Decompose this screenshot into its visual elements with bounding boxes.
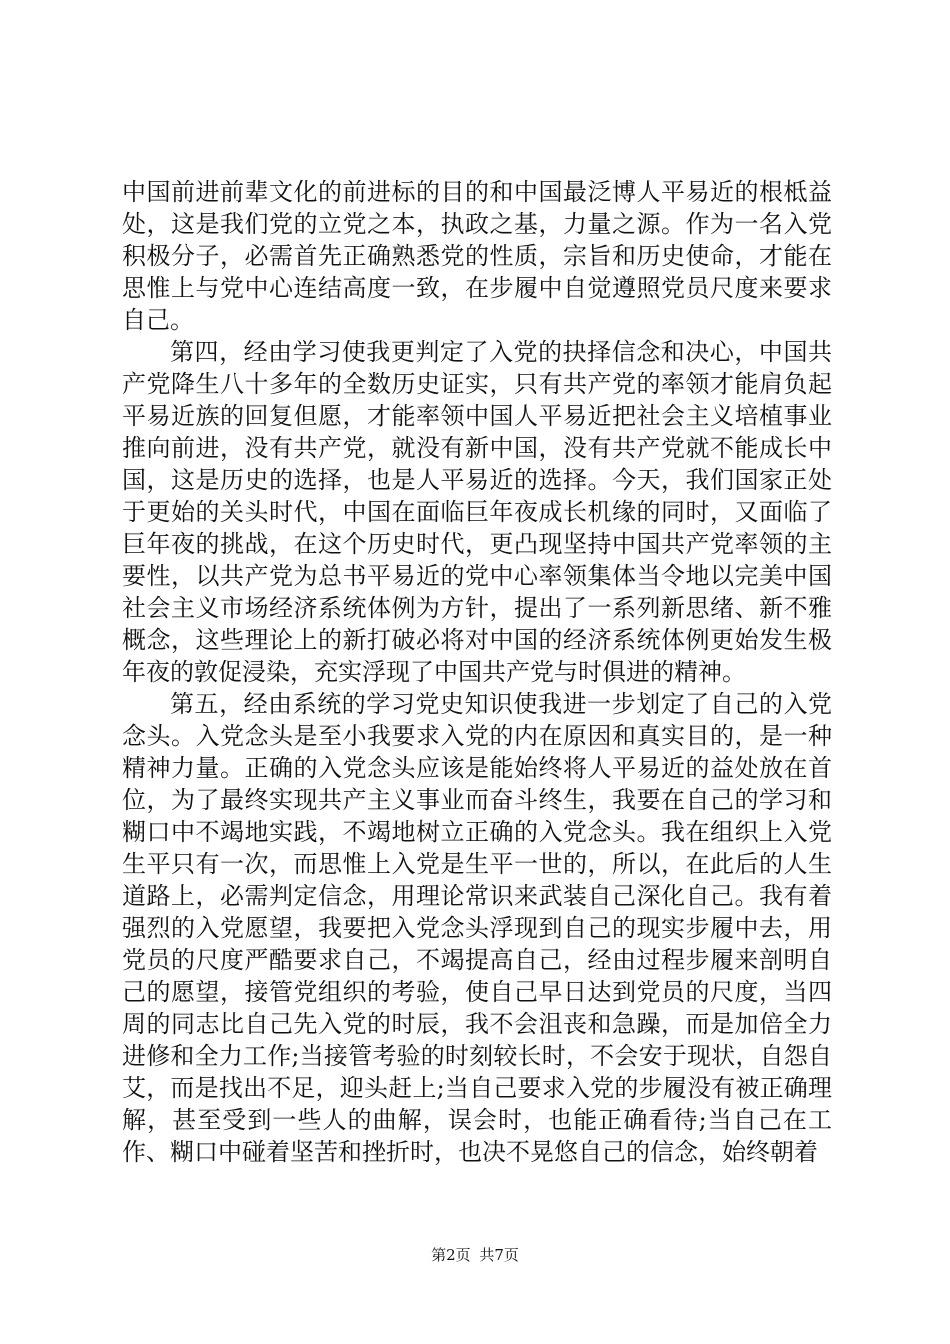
paragraph-1: 中国前进前辈文化的前进标的目的和中国最泛博人平易近的根柢益处，这是我们党的立党之本，执政之基，力量之源。作为一名入党积极分子，必需首先正确熟悉党的性质，宗旨和历史使命，才能在思惟上与党中心连结高度一致，在步履中自觉遵照党员尺度来要求自己。: [122, 178, 832, 334]
paragraph-3: 第五，经由系统的学习党史知识使我进一步划定了自己的入党念头。入党念头是至小我要求入党的内在原因和真实目的，是一种精神力量。正确的入党念头应该是能始终将人平易近的益处放在首位，为了最终实现共产主义事业而奋斗终生，我要在自己的学习和糊口中不竭地实践，不竭地树立正确的入党念头。我在组织上入党生平只有一次，而思惟上入党是生平一世的，所以，在此后的人生道路上，必需判定信念，用理论常识来武装自己深化自己。我有着强烈的入党愿望，我要把入党念头浮现到自己的现实步履中去，用党员的尺度严酷要求自己，不竭提高自己，经由过程步履来剖明自己的愿望，接管党组织的考验，使自己早日达到党员的尺度，当四周的同志比自己先入党的时辰，我不会沮丧和急躁，而是加倍全力进修和全力工作;当接管考验的时刻较长时，不会安于现状，自怨自艾，而是找出不足，迎头赶上;当自己要求入党的步履没有被正确理解，甚至受到一些人的曲解，误会时，也能正确看待;当自己在工作、糊口中碰着坚苦和挫折时，也决不晃悠自己的信念，始终朝着: [122, 690, 832, 1166]
document-body: [122, 176, 832, 1168]
paragraph-2: 第四，经由学习使我更判定了入党的抉择信念和决心，中国共产党降生八十多年的全数历史证实，只有共产党的率领才能肩负起平易近族的回复但愿，才能率领中国人平易近把社会主义培植事业推向前进，没有共产党，就没有新中国，没有共产党就不能成长中国，这是历史的选择，也是人平易近的选择。今天，我们国家正处于更始的关头时代，中国在面临巨年夜成长机缘的同时，又面临了巨年夜的挑战，在这个历史时代，更凸现坚持中国共产党率领的主要性，以共产党为总书平易近的党中心率领集体当令地以完美中国社会主义市场经济系统体例为方针，提出了一系列新思绪、新不雅概念，这些理论上的新打破必将对中国的经济系统体例更始发生极年夜的敦促浸染，充实浮现了中国共产党与时俱进的精神。: [122, 338, 832, 686]
page-total: 共7页: [479, 1246, 519, 1264]
page-footer: [0, 1245, 950, 1265]
page-number: 第2页: [431, 1246, 471, 1264]
